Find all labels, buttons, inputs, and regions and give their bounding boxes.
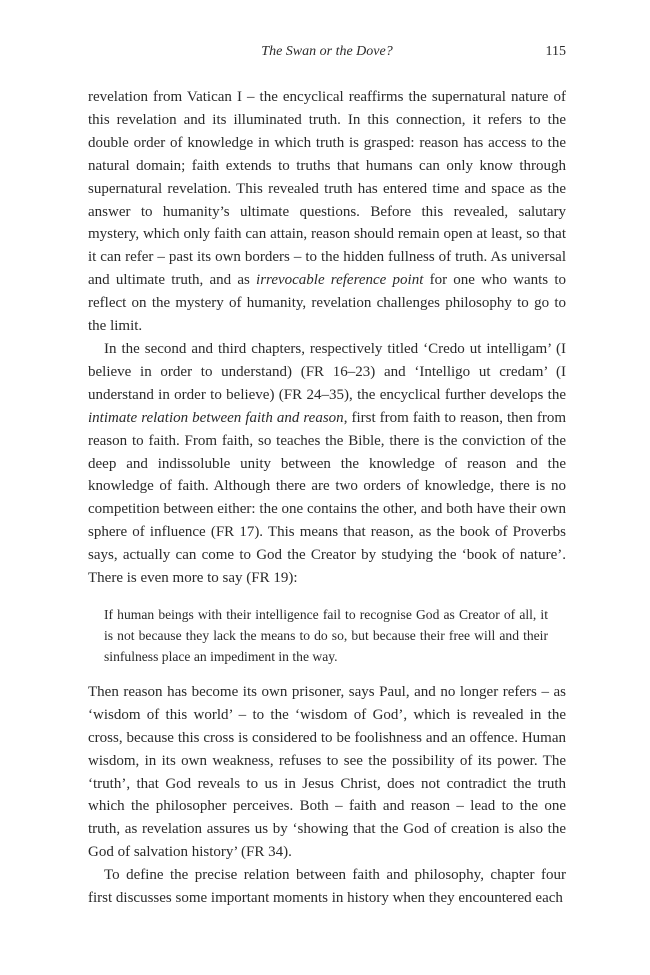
paragraph-2-emphasis: intimate relation between faith and reason [88, 409, 344, 426]
paragraph-2-text-b: , first from faith to reason, then from reason to faith. From faith, so teaches the Bible, there is the conviction of the deep and indissoluble unity between the knowledge of reason and the knowledge of faith. Although there are two orders of knowledge, there is no competition between either: the one contains the other, and both have their own sphere of influence (FR 17). This means that reason, as the book of Proverbs says, actually can come to God the Creator by studying the ‘book of nature’. There is even more to say (FR 19): [88, 409, 567, 587]
block-quote: If human beings with their intelligence fail to recognise God as Creator of all, it is not because they lack the means to do so, but because their free will and their sinfulness place an impediment in the way. [104, 606, 548, 664]
page-number: 115 [545, 44, 566, 59]
paragraph-1 [88, 86, 566, 338]
paragraph-4: To define the precise relation between faith and philosophy, chapter four first discusses some important moments in history when they encountered each [88, 867, 566, 907]
paragraph-1-emphasis: irrevocable reference point [256, 272, 424, 289]
running-head [88, 44, 566, 66]
running-title: The Swan or the Dove? [261, 44, 393, 59]
body-text [88, 86, 566, 910]
paragraph-1-text-b: for one who wants to reflect on the mystery of humanity, revelation challenges philosophy to go to the limit. [88, 272, 567, 335]
paragraph-3: Then reason has become its own prisoner, says Paul, and no longer refers – as ‘wisdom of this world’ – to the ‘wisdom of God’, which is revealed in the cross, because this cross is considered to be foolishness and an offence. Human wisdom, in its own weakness, refuses to see the possibility of its power. The ‘truth’, that God reveals to us in Jesus Christ, does not contradict the truth which the philosopher perceives. Both – faith and reason – lead to the one truth, as revelation assures us by ‘showing that the God of creation is also the God of salvation history’ (FR 34). [88, 683, 566, 861]
paragraph-2-text-a: In the second and third chapters, respectively titled ‘Credo ut intelligam’ (I believe in order to understand) (FR 16–23) and ‘Intelligo ut credam’ (I understand in order to believe) (FR 24–35), the encyclical further develops the [88, 340, 566, 403]
paragraph-2 [88, 338, 566, 590]
paragraph-1-text-a: revelation from Vatican I – the encyclical reaffirms the supernatural nature of this revelation and its illuminated truth. In this connection, it refers to the double order of knowledge in which truth is grasped: reason has access to the natural domain; faith extends to truths that humans can only know through supernatural revelation. This revealed truth has entered time and space as the answer to humanity’s ultimate questions. Before this revealed, salutary mystery, which only faith can attain, reason should remain open at least, so that it can refer – past its own borders – to the hidden fullness of truth. As universal and ultimate truth, and as [88, 89, 566, 289]
